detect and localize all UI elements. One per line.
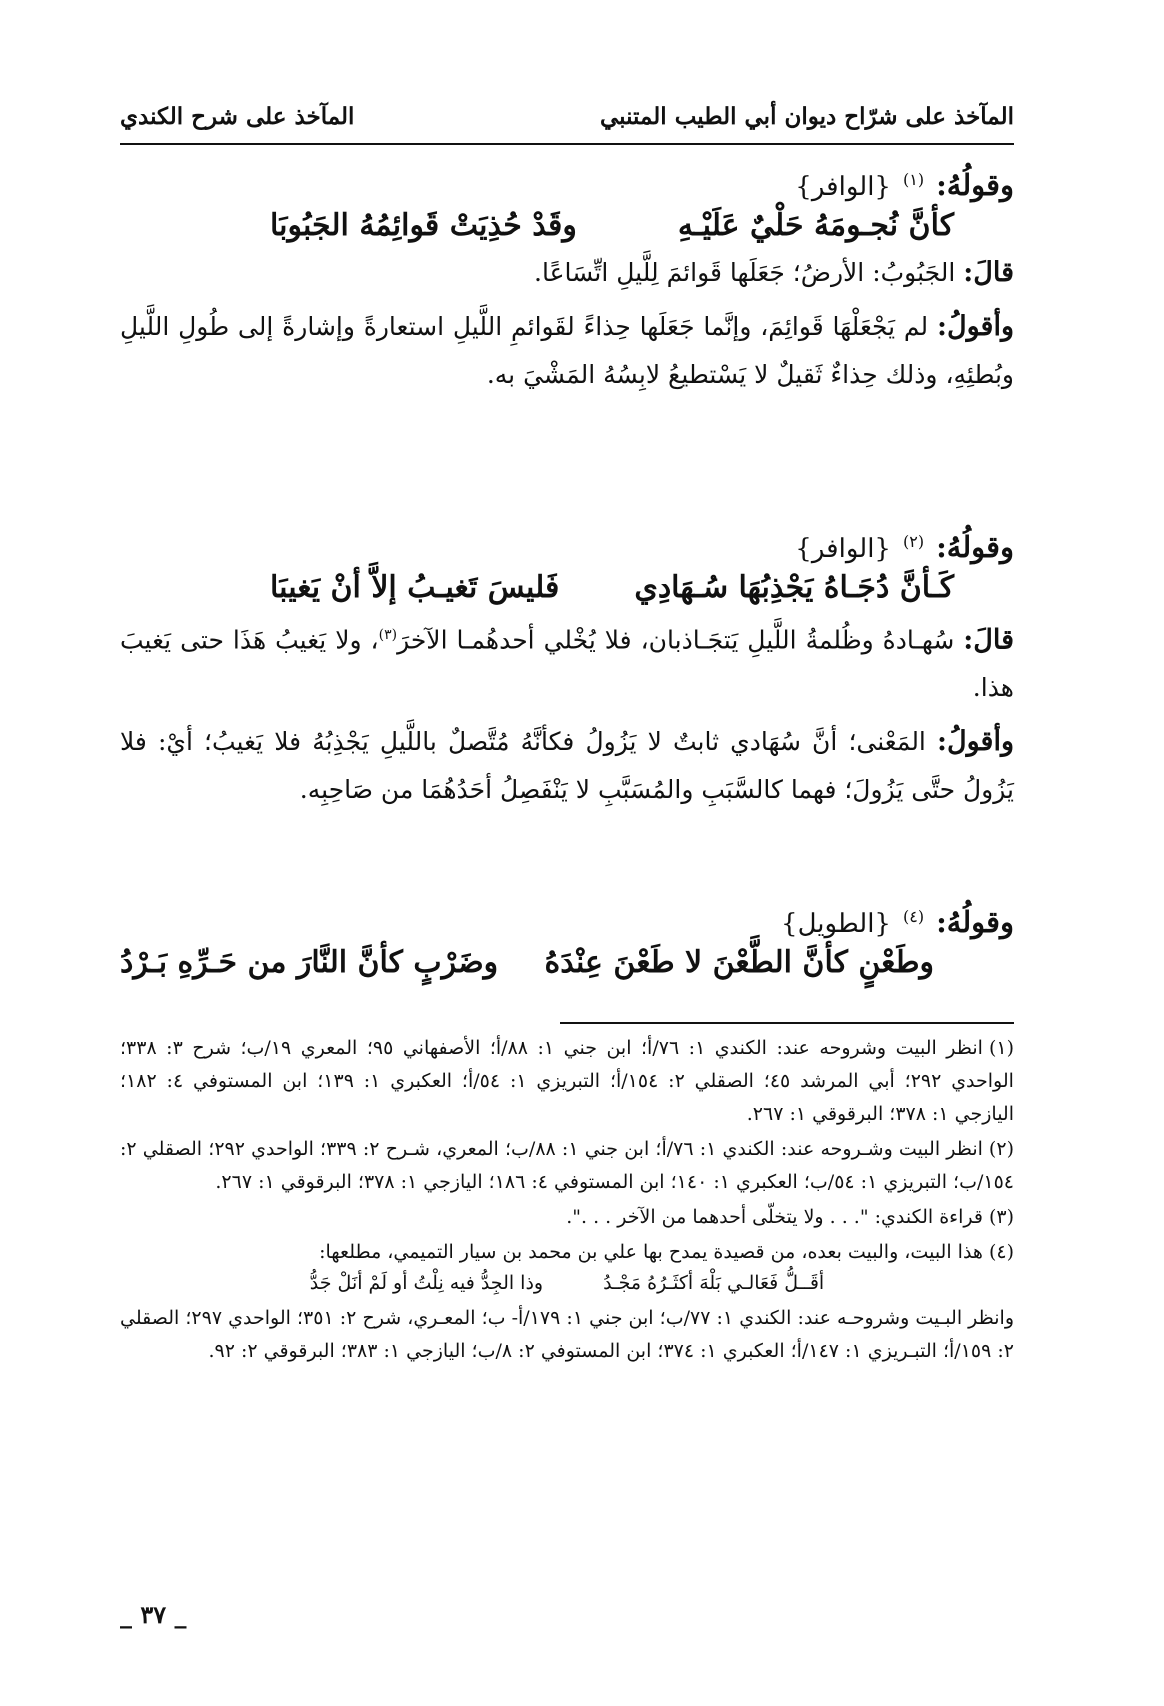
commentary-qala xyxy=(120,249,1014,297)
footnote-number: (١) xyxy=(988,1037,1014,1059)
running-header xyxy=(120,95,1014,137)
commentary-aqul xyxy=(120,303,1014,399)
entry-label: وقولُهُ: xyxy=(936,168,1014,202)
footnote-4 xyxy=(120,1236,1014,1368)
header-chapter-title: المآخذ على شرح الكندي xyxy=(120,102,355,130)
entry-3 xyxy=(120,905,1014,980)
footnote-ref: (٣) xyxy=(378,627,398,643)
entry-2 xyxy=(120,530,1014,814)
footnotes xyxy=(120,1032,1014,1370)
footnote-1 xyxy=(120,1032,1014,1131)
entry-heading xyxy=(120,168,1014,202)
footnote-text: انظر البيت وشروحه عند: الكندي ١: ٧٦/أ؛ ابن جني ١: ٨٨/أ؛ الأصفهاني ٩٥؛ المعري ١٩/ب؛ شرح ٣: ٣٣٨؛ الواحدي ٢٩٢؛ أبي المرشد ٤٥؛ الصقلي ٢: ١٥٤/أ؛ التبريزي ١: ٥٤/أ؛ العكبري ١: ١٣٩؛ ابن المستوفي ٤: ١٨٢؛ اليازجي ١: ٣٧٨؛ البرقوقي ١: ٢٦٧. xyxy=(120,1037,1014,1125)
verse-second-hemistich: وقَدْ حُذِيَتْ قَوائِمُهُ الجَبُوبَا xyxy=(270,208,577,243)
footnote-number: (٤) xyxy=(988,1241,1014,1263)
verse-first-hemistich: كأنَّ نُجـومَهُ حَلْيٌ عَلَيْـهِ xyxy=(677,208,954,243)
aqul-label: وأقولُ: xyxy=(937,726,1014,758)
commentary-aqul xyxy=(120,718,1014,814)
qala-text: سُهـادهُ وظُلمةُ اللَّيلِ يَتجَـاذبان، فلا يُخْلي أحدهُمـا الآخرَ xyxy=(397,625,955,655)
footnote-verse xyxy=(120,1267,1014,1300)
aqul-text: لم يَجْعَلْهَا قَوائِمَ، وإنَّما جَعَلَها حِذاءً لقَوائمِ اللَّيلِ استعارةً وإشارةً إلى طُولِ اللَّيلِ وبُطئِهِ، وذلك حِذاءٌ ثَقيلٌ لا يَسْتطيعُ لابِسُهُ المَشْيَ به. xyxy=(120,312,1014,389)
verse-second-hemistich: وضَرْبٍ كأنَّ النَّارَ من حَـرِّهِ بَـرْدُ xyxy=(120,945,499,980)
footnote-text: انظر البيت وشـروحه عند: الكندي ١: ٧٦/أ؛ ابن جني ١: ٨٨/ب؛ المعري، شـرح ٢: ٣٣٩؛ الواحدي ٢٩٢؛ الصقلي ٢: ١٥٤/ب؛ التبريزي ١: ٥٤/ب؛ العكبري ١: ١٤٠؛ ابن المستوفي ٤: ١٨٦؛ اليازجي ١: ٣٧٨؛ البرقوقي ١: ٢٦٧. xyxy=(120,1138,1014,1193)
verse-line xyxy=(120,570,1014,605)
footnote-text: قراءة الكندي: ". . . ولا يتخلّى أحدهما من الآخر . . .". xyxy=(566,1206,983,1228)
entry-heading xyxy=(120,905,1014,939)
footnote-2 xyxy=(120,1133,1014,1199)
qala-label: قالَ: xyxy=(963,624,1014,656)
footnote-ref: (٢) xyxy=(902,532,925,551)
verse-line xyxy=(120,945,1014,980)
footnote-3 xyxy=(120,1201,1014,1234)
verse-line xyxy=(120,208,1014,243)
verse-first-hemistich: وطَعْنٍ كأنَّ الطَّعْنَ لا طَعْنَ عِنْدَهُ xyxy=(544,945,934,980)
footnote-ref: (٤) xyxy=(902,907,925,926)
meter-label: {الوافر} xyxy=(795,534,891,564)
meter-label: {الطويل} xyxy=(781,909,891,939)
qala-text-continued: ، ولا يَغيبُ هَذَا حتى يَغيبَ هذا. xyxy=(120,625,1014,703)
aqul-label: وأقولُ: xyxy=(937,311,1014,342)
footnote-rule xyxy=(560,1022,1014,1024)
entry-heading xyxy=(120,530,1014,564)
page-number: _ ٣٧ _ xyxy=(120,1600,187,1629)
footnote-number: (٣) xyxy=(988,1206,1014,1228)
entry-1 xyxy=(120,168,1014,399)
footnote-number: (٢) xyxy=(988,1138,1014,1160)
entry-label: وقولُهُ: xyxy=(936,905,1014,939)
footnote-text-continued: وانظر البـيت وشروحـه عند: الكندي ١: ٧٧/ب؛ ابن جني ١: ١٧٩/أ- ب؛ المعـري، شرح ٢: ٣٥١؛ الواحدي ٢٩٧؛ الصقلي ٢: ١٥٩/أ؛ التبـريزي ١: ١٤٧/أ؛ العكبري ١: ٣٧٤؛ ابن المستوفي ٢: ٨/ب؛ اليازجي ١: ٣٨٣؛ البرقوقي ٢: ٩٢. xyxy=(120,1307,1014,1362)
footnote-text: هذا البيت، والبيت بعده، من قصيدة يمدح بها علي بن محمد بن سيار التميمي، مطلعها: xyxy=(319,1241,983,1263)
verse-first-hemistich: كَـأنَّ دُجَـاهُ يَجْذِبُهَا سُـهَادِي xyxy=(634,570,954,605)
header-rule xyxy=(120,143,1014,145)
qala-text: الجَبُوبُ: الأرضُ؛ جَعَلَها قَوائمَ لِلَّيلِ اتِّسَاعًا. xyxy=(534,258,956,287)
footnote-verse-first: أقَــلُّ فَعَالـي بَلْهَ أكثَـرُهُ مَجْـدُ xyxy=(603,1272,825,1294)
commentary-qala xyxy=(120,611,1014,712)
aqul-text: المَعْنى؛ أنَّ سُهَادي ثابتٌ لا يَزُولُ فكأنَّهُ مُتَّصلٌ باللَّيلِ يَجْذِبُهُ فلا يَغيبُ؛ أيْ: فلا يَزُولُ حتَّى يَزُولَ؛ فهما كالسَّبَبِ والمُسَبَّبِ لا يَنْفَصِلُ أحَدُهُمَا من صَاحِبِه. xyxy=(120,727,1014,805)
verse-second-hemistich: فَليسَ تَغيـبُ إلاَّ أنْ يَغيبَا xyxy=(270,570,560,605)
entry-label: وقولُهُ: xyxy=(936,530,1014,564)
footnote-ref: (١) xyxy=(902,170,925,189)
meter-label: {الوافر} xyxy=(795,172,891,202)
qala-label: قالَ: xyxy=(963,257,1014,288)
footnote-verse-second: وذا الجِدُّ فيه نِلْتُ أو لَمْ أنَلْ جَدُّ xyxy=(309,1272,544,1294)
header-book-title: المآخذ على شرّاح ديوان أبي الطيب المتنبي xyxy=(600,102,1014,130)
